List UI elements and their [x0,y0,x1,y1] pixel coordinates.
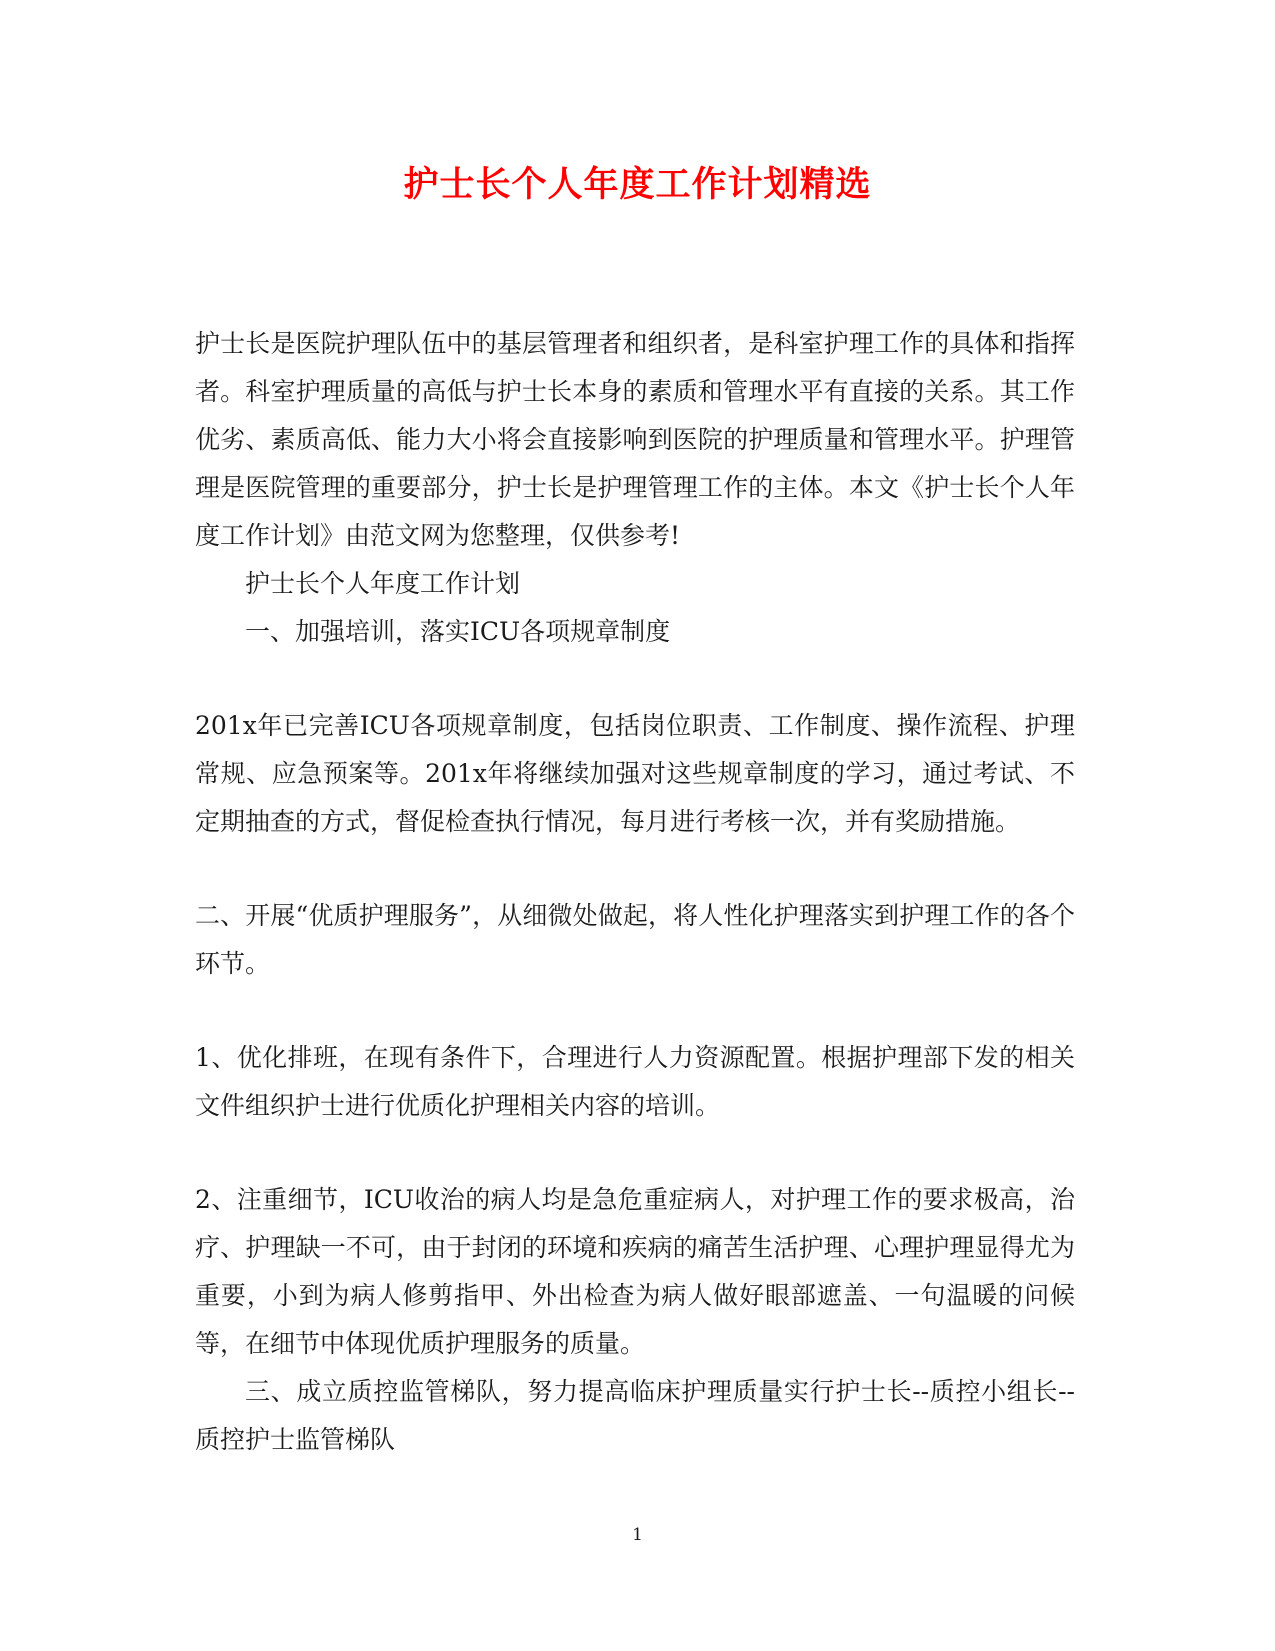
page-number: 1 [632,1525,643,1545]
document-body [195,320,1075,1464]
section-heading-1: 一、加强培训，落实ICU各项规章制度 [245,617,671,646]
paragraph-section-1-body: 201x年已完善ICU各项规章制度，包括岗位职责、工作制度、操作流程、护理常规、应急预案等。201x年将继续加强对这些规章制度的学习，通过考试、不定期抽查的方式，督促检查执行情况，每月进行考核一次，并有奖励措施。 [195,711,1075,836]
section-heading-3: 三、成立质控监管梯队，努力提高临床护理质量实行护士长--质控小组长--质控护士监管梯队 [195,1377,1075,1454]
paragraph-item-1: 1、优化排班，在现有条件下，合理进行人力资源配置。根据护理部下发的相关文件组织护士进行优质化护理相关内容的培训。 [195,1043,1075,1120]
paragraph-item-2: 2、注重细节，ICU收治的病人均是急危重症病人，对护理工作的要求极高，治疗、护理缺一不可，由于封闭的环境和疾病的痛苦生活护理、心理护理显得尤为重要，小到为病人修剪指甲、外出检查为病人做好眼部遮盖、一句温暖的问候等，在细节中体现优质护理服务的质量。 [195,1185,1075,1358]
paragraph-subtitle: 护士长个人年度工作计划 [245,569,521,598]
paragraph-intro: 护士长是医院护理队伍中的基层管理者和组织者，是科室护理工作的具体和指挥者。科室护理质量的高低与护士长本身的素质和管理水平有直接的关系。其工作优劣、素质高低、能力大小将会直接影响到医院的护理质量和管理水平。护理管理是医院管理的重要部分，护士长是护理管理工作的主体。本文《护士长个人年度工作计划》由范文网为您整理，仅供参考! [195,329,1075,550]
section-heading-2: 二、开展“优质护理服务”，从细微处做起，将人性化护理落实到护理工作的各个环节。 [195,901,1075,978]
document-title: 护士长个人年度工作计划精选 [403,164,872,205]
